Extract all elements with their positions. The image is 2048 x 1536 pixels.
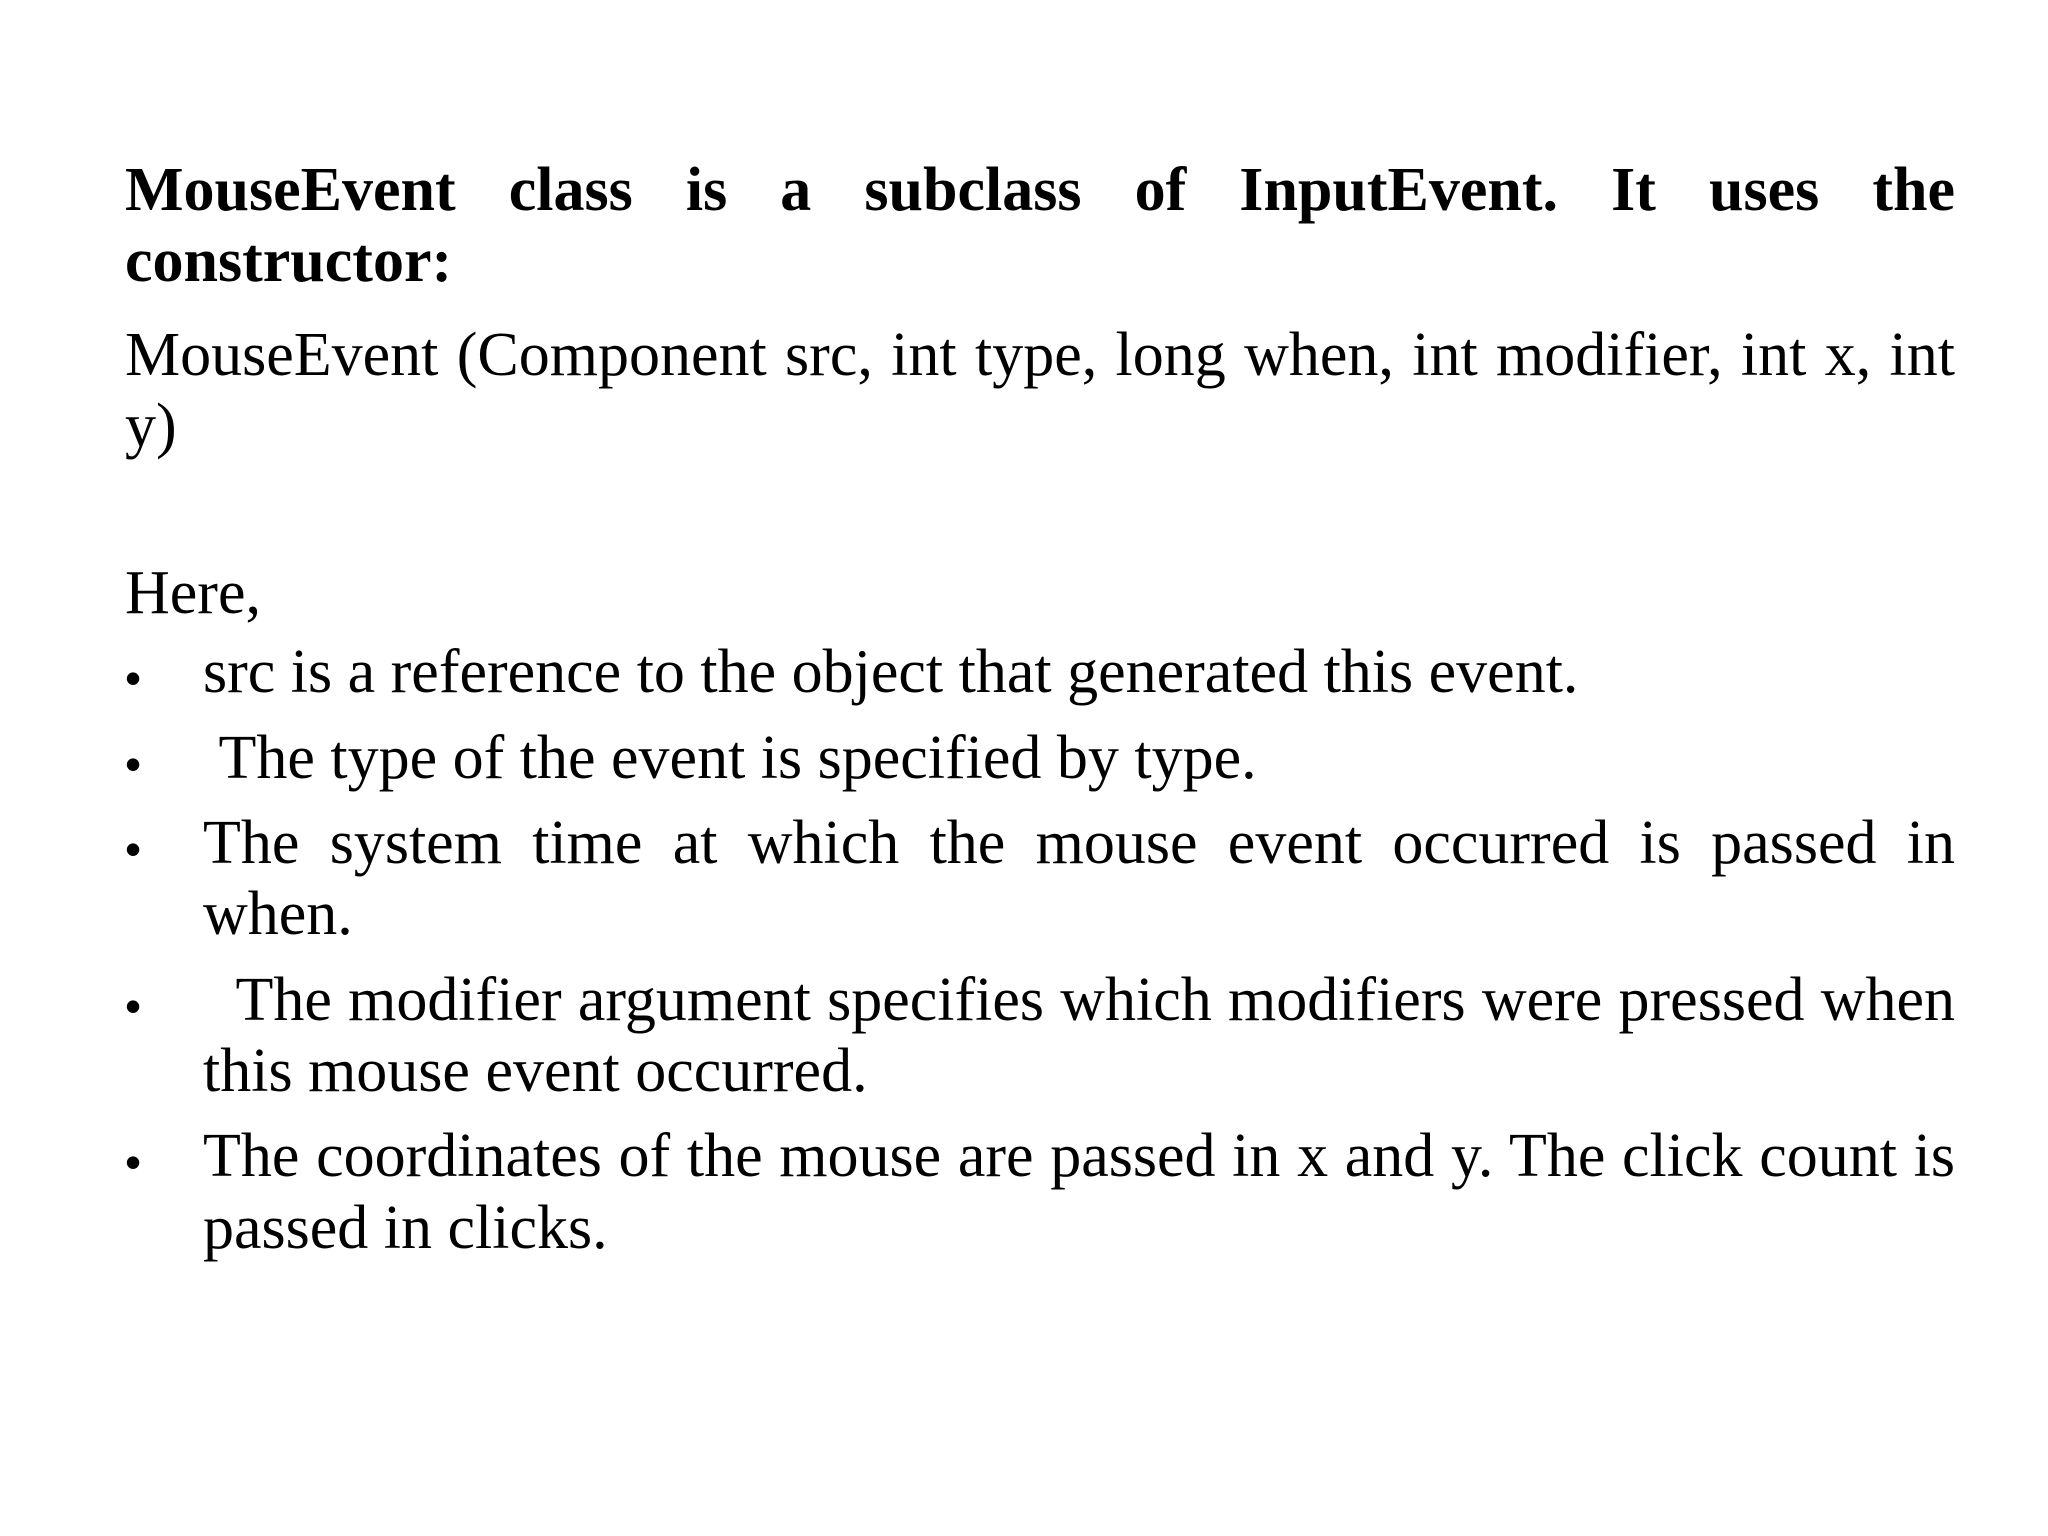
constructor-signature: MouseEvent (Component src, int type, long when, int modifier, int x, int y): [125, 320, 1955, 460]
bullet-icon: •: [125, 1136, 142, 1189]
bullet-item: [125, 723, 1955, 794]
bullet-icon: •: [125, 737, 142, 790]
bullet-icon: •: [125, 652, 142, 705]
here-label: Here,: [125, 559, 261, 628]
bullet-item: [125, 1121, 1971, 1264]
bullet-text: The modifier argument specifies which modifiers were pressed when this mouse event occurred.: [203, 965, 1971, 1105]
bullet-icon: •: [125, 979, 142, 1032]
bullet-text: src is a reference to the object that generated this event.: [203, 638, 1579, 707]
bullet-item: [125, 637, 1955, 708]
bullet-item: [125, 965, 1971, 1108]
spacer: [125, 462, 1955, 558]
bullet-item: [125, 808, 1971, 951]
heading-text: MouseEvent class is a subclass of InputEvent. It uses the constructor:: [125, 156, 1955, 296]
bullet-list: [125, 637, 1971, 1263]
bullet-text: The type of the event is specified by type.: [203, 723, 1257, 792]
bullet-text: The coordinates of the mouse are passed in x and y. The click count is passed in clicks.: [203, 1122, 1971, 1262]
slide-content: [125, 155, 1971, 1278]
bullet-text: The system time at which the mouse event occurred is passed in when.: [203, 809, 1971, 949]
bullet-icon: •: [125, 823, 142, 876]
